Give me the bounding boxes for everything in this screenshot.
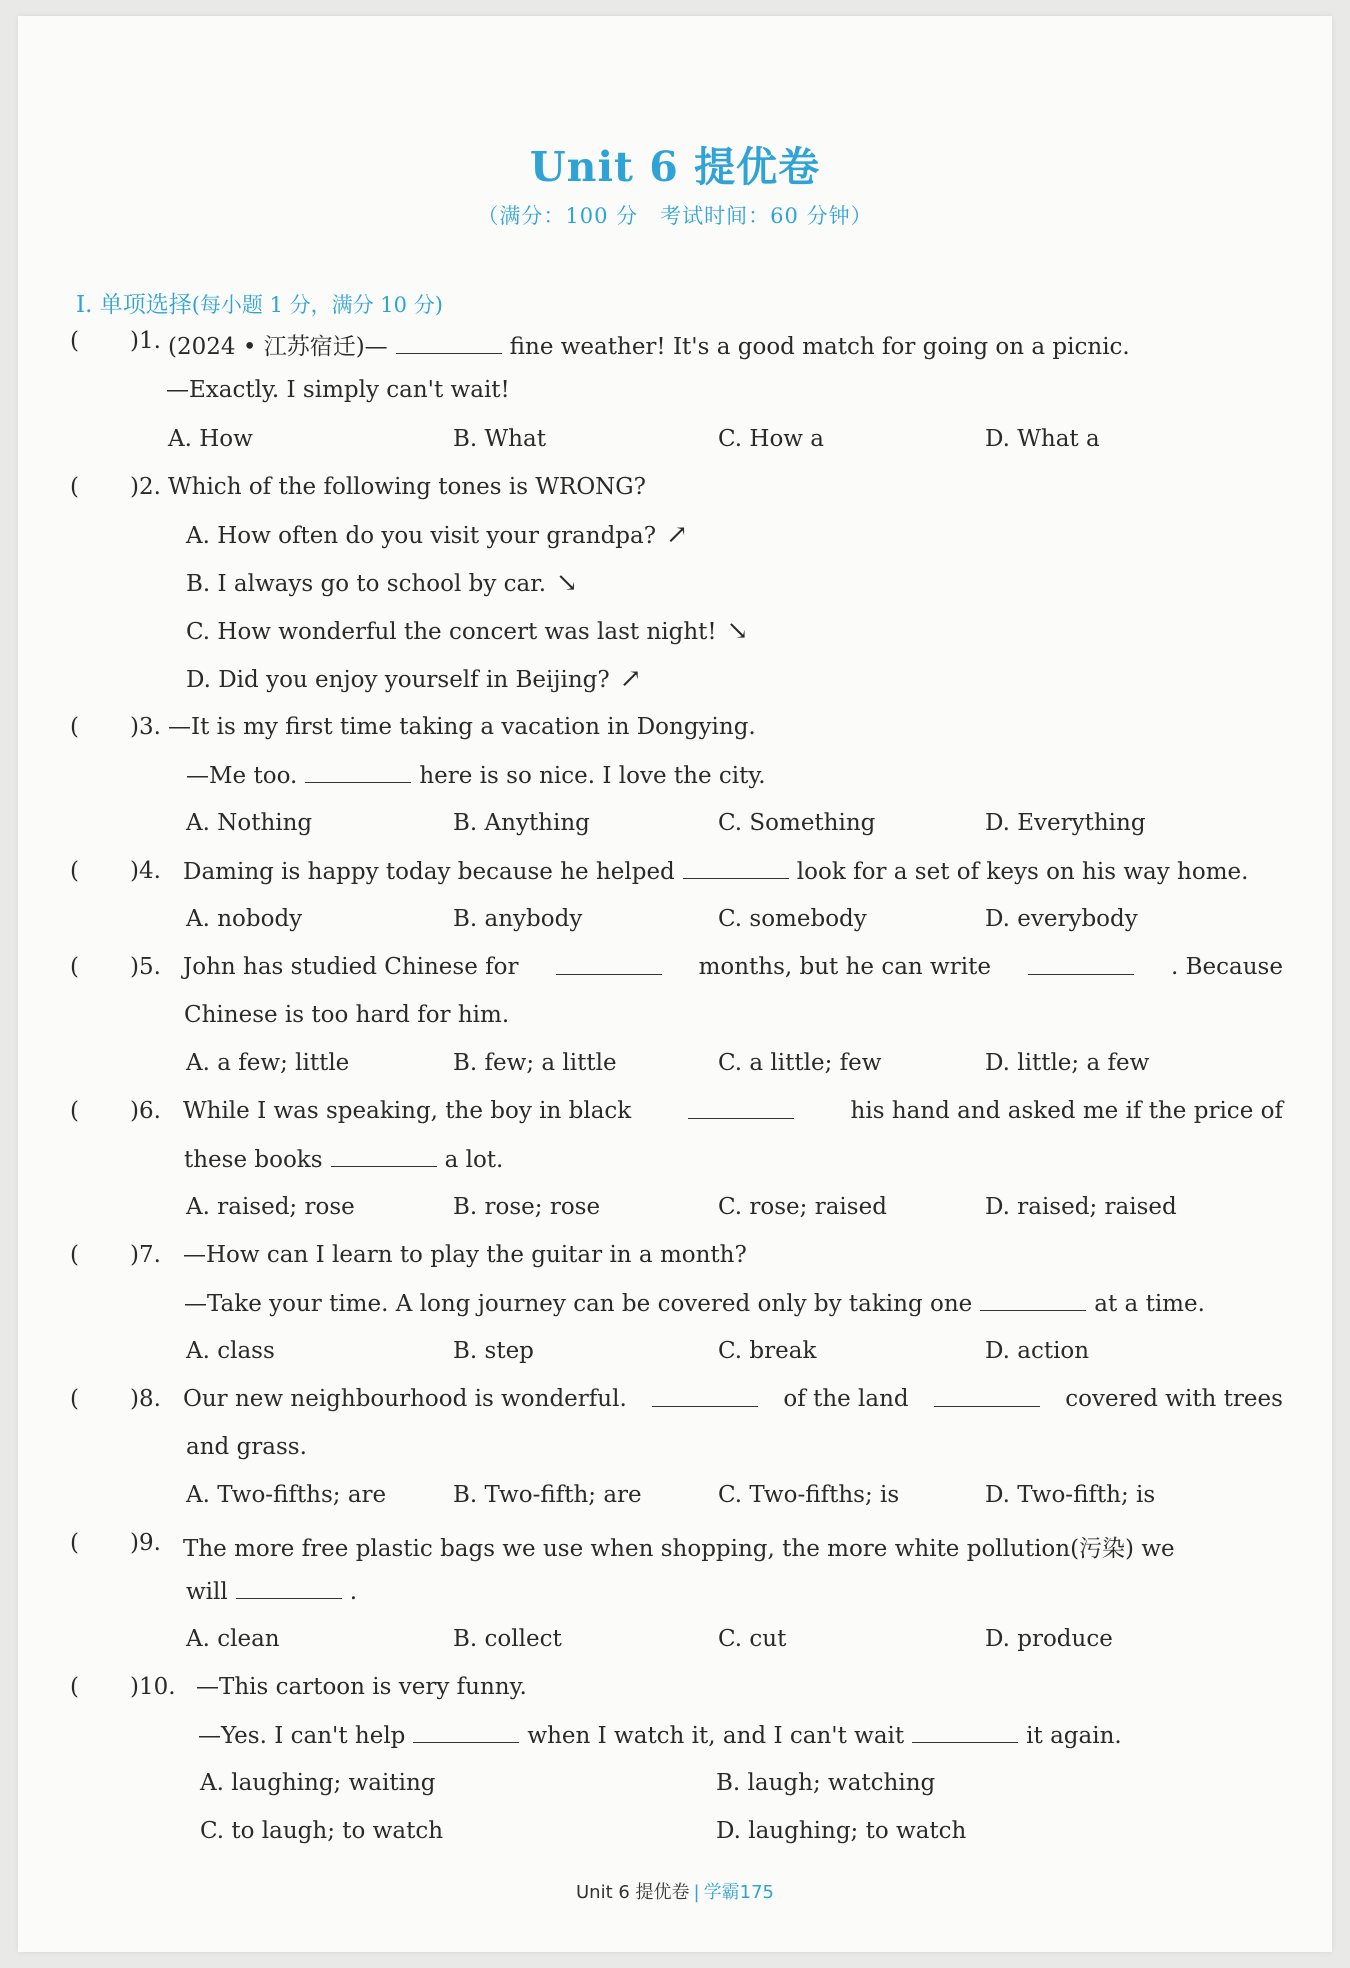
answer-paren[interactable]: ( <box>70 328 79 354</box>
question-stem: —It is my first time taking a vacation in Dongying. <box>168 714 756 740</box>
page-title: Unit 6 提优卷 <box>529 143 821 191</box>
option-a[interactable]: A. clean <box>186 1626 280 1652</box>
option-d[interactable]: D. produce <box>985 1626 1113 1652</box>
option-c[interactable]: C. How wonderful the concert was last night! ↘ <box>186 616 749 646</box>
option-a[interactable]: A. raised; rose <box>186 1194 355 1220</box>
answer-paren[interactable]: ( <box>70 954 79 980</box>
option-d[interactable]: D. raised; raised <box>985 1194 1177 1220</box>
question-line: Chinese is too hard for him. <box>184 1002 510 1028</box>
answer-blank[interactable] <box>683 858 789 879</box>
answer-blank[interactable] <box>236 1578 342 1599</box>
option-a[interactable]: A. laughing; waiting <box>200 1770 436 1796</box>
option-d[interactable]: D. Two-fifth; is <box>985 1482 1156 1508</box>
footer-brand: 学霸 <box>703 1882 740 1903</box>
answer-blank[interactable] <box>688 1098 794 1119</box>
question-stem: —This cartoon is very funny. <box>196 1674 527 1700</box>
question-stem: John has studied Chinese for months, but he can write . Because <box>183 954 1283 980</box>
question-line: —Yes. I can't help when I watch it, and I can't wait it again. <box>198 1723 1122 1749</box>
answer-blank[interactable] <box>934 1386 1040 1407</box>
footer-unit: Unit 6 提优卷 <box>576 1882 690 1903</box>
question-line: will . <box>186 1579 358 1605</box>
answer-paren[interactable]: ( <box>70 1098 79 1124</box>
option-d[interactable]: D. action <box>985 1338 1090 1364</box>
answer-paren[interactable]: ( <box>70 1242 79 1268</box>
answer-blank[interactable] <box>652 1386 758 1407</box>
question-line: and grass. <box>186 1434 307 1460</box>
option-a[interactable]: A. How <box>168 426 253 452</box>
question-line: —Me too. here is so nice. I love the city. <box>186 763 766 789</box>
question-number: )1. <box>130 328 161 354</box>
section-heading <box>76 286 443 319</box>
option-b[interactable]: B. What <box>453 426 546 452</box>
question-stem: Which of the following tones is WRONG? <box>168 474 647 500</box>
option-b[interactable]: B. laugh; watching <box>716 1770 936 1796</box>
answer-blank[interactable] <box>305 762 411 783</box>
answer-paren[interactable]: ( <box>70 1674 79 1700</box>
option-c[interactable]: C. a little; few <box>718 1050 882 1076</box>
page-subtitle: （满分：100 分 考试时间：60 分钟） <box>477 204 873 228</box>
option-b[interactable]: B. rose; rose <box>453 1194 601 1220</box>
option-c[interactable]: C. break <box>718 1338 817 1364</box>
question-stem: (2024 • 江苏宿迁)— fine weather! It's a good match for going on a picnic. <box>168 334 1130 360</box>
question-stem: Our new neighbourhood is wonderful. of the land covered with trees <box>183 1386 1283 1412</box>
question-number: )9. <box>130 1530 161 1556</box>
option-b[interactable]: B. collect <box>453 1626 562 1652</box>
option-c[interactable]: C. rose; raised <box>718 1194 887 1220</box>
answer-blank[interactable] <box>980 1290 1086 1311</box>
option-c[interactable]: C. How a <box>718 426 825 452</box>
option-d[interactable]: D. What a <box>985 426 1100 452</box>
falling-tone-arrow-icon: ↘ <box>726 616 749 646</box>
option-c[interactable]: C. somebody <box>718 906 867 932</box>
option-c[interactable]: C. Two-fifths; is <box>718 1482 900 1508</box>
option-d[interactable]: D. everybody <box>985 906 1138 932</box>
question-stem: Daming is happy today because he helped look for a set of keys on his way home. <box>183 859 1249 885</box>
option-c[interactable]: C. to laugh; to watch <box>200 1818 444 1844</box>
falling-tone-arrow-icon: ↘ <box>556 568 578 598</box>
page-footer <box>18 1878 1332 1904</box>
option-a[interactable]: A. nobody <box>186 906 303 932</box>
question-line: —Exactly. I simply can't wait! <box>166 377 510 403</box>
question-number: )7. <box>130 1242 161 1268</box>
answer-blank[interactable] <box>556 954 662 975</box>
option-c[interactable]: C. cut <box>718 1626 787 1652</box>
answer-blank[interactable] <box>396 333 502 354</box>
option-b[interactable]: B. Two-fifth; are <box>453 1482 642 1508</box>
section-label: Ⅰ. 单项选择 <box>76 292 192 318</box>
question-number: )10. <box>130 1674 176 1700</box>
option-b[interactable]: B. Anything <box>453 810 590 836</box>
option-d[interactable]: D. laughing; to watch <box>716 1818 967 1844</box>
exam-page <box>18 16 1332 1952</box>
rising-tone-arrow-icon: ↗ <box>619 664 642 694</box>
rising-tone-arrow-icon: ↗ <box>666 520 688 550</box>
answer-paren[interactable]: ( <box>70 858 79 884</box>
option-a[interactable]: A. Two-fifths; are <box>186 1482 387 1508</box>
answer-paren[interactable]: ( <box>70 714 79 740</box>
option-b[interactable]: B. anybody <box>453 906 583 932</box>
question-number: )6. <box>130 1098 161 1124</box>
option-b[interactable]: B. I always go to school by car. ↘ <box>186 568 578 598</box>
question-number: )3. <box>130 714 161 740</box>
answer-blank[interactable] <box>413 1722 519 1743</box>
question-number: )5. <box>130 954 161 980</box>
option-a[interactable]: A. a few; little <box>186 1050 350 1076</box>
page-number: 175 <box>739 1882 774 1903</box>
question-stem: While I was speaking, the boy in black his hand and asked me if the price of <box>183 1098 1283 1124</box>
question-line: these books a lot. <box>184 1147 504 1173</box>
question-stem: —How can I learn to play the guitar in a month? <box>183 1242 747 1268</box>
answer-blank[interactable] <box>331 1146 437 1167</box>
option-c[interactable]: C. Something <box>718 810 876 836</box>
answer-blank[interactable] <box>912 1722 1018 1743</box>
section-note: (每小题 1 分，满分 10 分) <box>191 293 443 317</box>
option-d[interactable]: D. little; a few <box>985 1050 1150 1076</box>
answer-paren[interactable]: ( <box>70 1386 79 1412</box>
option-b[interactable]: B. step <box>453 1338 534 1364</box>
question-number: )8. <box>130 1386 161 1412</box>
answer-paren[interactable]: ( <box>70 474 79 500</box>
answer-blank[interactable] <box>1028 954 1134 975</box>
option-a[interactable]: A. class <box>186 1338 275 1364</box>
question-stem: The more free plastic bags we use when shopping, the more white pollution(污染) we <box>183 1536 1175 1562</box>
question-number: )4. <box>130 858 161 884</box>
option-a[interactable]: A. How often do you visit your grandpa? ↗ <box>186 520 688 550</box>
answer-paren[interactable]: ( <box>70 1530 79 1556</box>
option-d[interactable]: D. Everything <box>985 810 1146 836</box>
option-b[interactable]: B. few; a little <box>453 1050 617 1076</box>
option-d[interactable]: D. Did you enjoy yourself in Beijing? ↗ <box>186 664 642 694</box>
question-line: —Take your time. A long journey can be covered only by taking one at a time. <box>184 1291 1205 1317</box>
question-number: )2. <box>130 474 161 500</box>
footer-separator: | <box>693 1882 700 1903</box>
option-a[interactable]: A. Nothing <box>186 810 313 836</box>
